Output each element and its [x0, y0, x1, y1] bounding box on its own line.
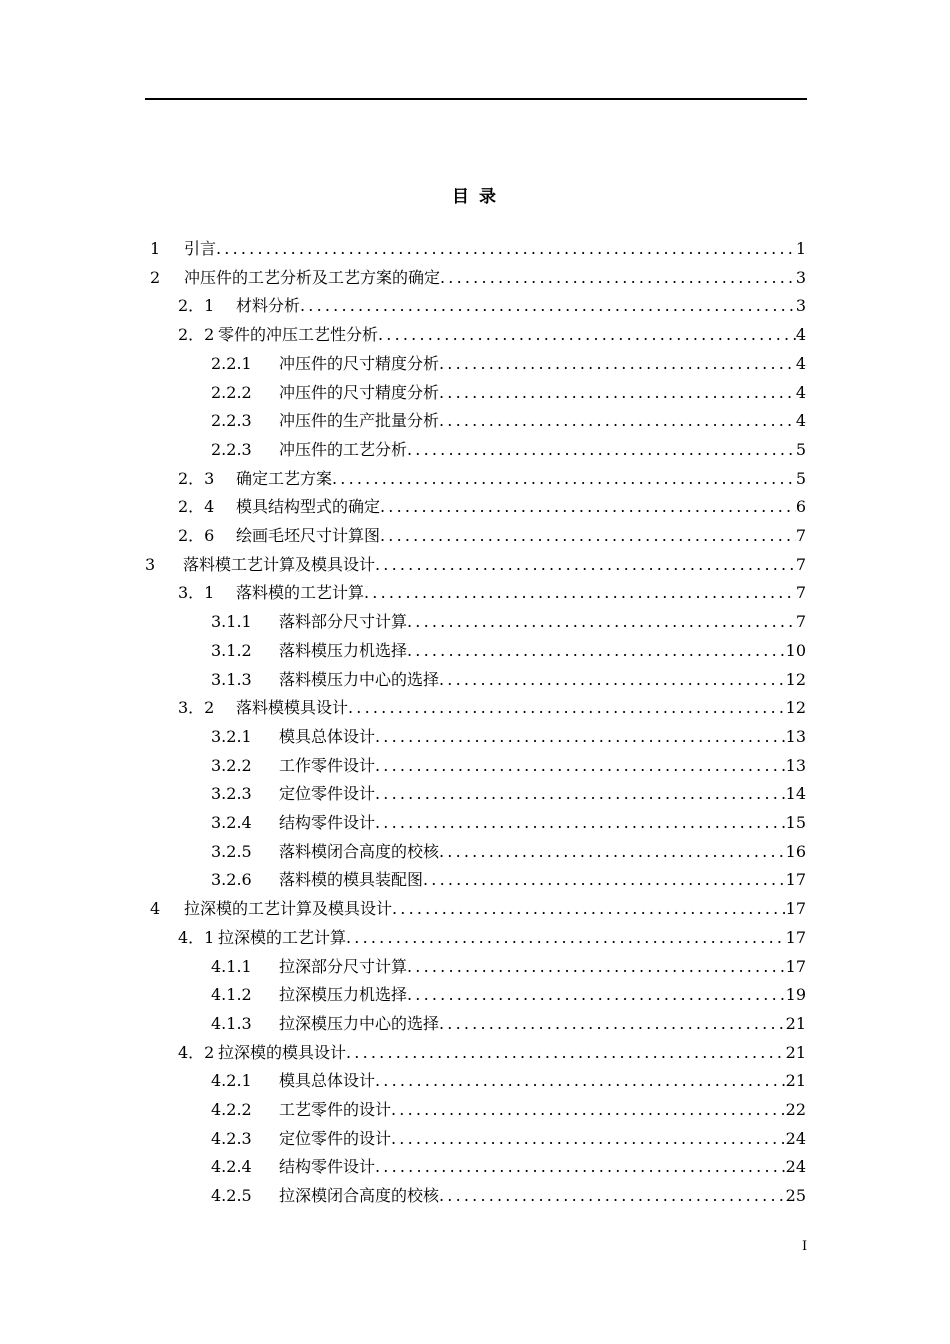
toc-entry[interactable]	[211, 666, 806, 694]
toc-entry-leader	[378, 321, 796, 349]
toc-entry-leader	[380, 493, 796, 521]
toc-entry-leader	[391, 1125, 786, 1153]
toc-entry-label: 拉深模的模具设计	[218, 1042, 347, 1062]
toc-entry-label: 拉深部分尺寸计算	[279, 956, 408, 976]
toc-entry-page: 3	[795, 296, 806, 316]
toc-entry-leader	[375, 780, 786, 808]
toc-entry-page: 17	[785, 870, 806, 890]
toc-entry[interactable]	[211, 1010, 806, 1038]
toc-entry[interactable]	[211, 1125, 806, 1153]
toc-entry-page: 14	[785, 784, 806, 804]
toc-entry-page: 15	[785, 813, 806, 832]
toc-entry-label: 拉深模压力机选择	[279, 985, 408, 1005]
toc-entry-number: 2.2.1	[211, 353, 252, 373]
toc-entry-label: 冲压件的工艺分析	[279, 439, 408, 459]
toc-entry-leader	[380, 522, 796, 550]
toc-entry[interactable]	[178, 924, 806, 952]
toc-entry-leader	[439, 1182, 786, 1210]
toc-entry-label: 确定工艺方案	[236, 468, 333, 488]
toc-entry-page: 4	[795, 411, 806, 431]
toc-entry[interactable]	[150, 895, 806, 923]
toc-entry-leader	[364, 579, 796, 607]
toc-entry[interactable]	[211, 723, 806, 751]
toc-entry-page: 7	[795, 583, 806, 603]
toc-entry[interactable]	[178, 694, 806, 722]
toc-entry[interactable]	[211, 752, 806, 780]
toc-entry-number: 3.2.3	[211, 784, 252, 804]
toc-entry-number: 2．1	[178, 296, 215, 316]
toc-entry-label: 模具总体设计	[279, 1071, 376, 1091]
toc-entry-label: 落料模压力机选择	[279, 640, 408, 660]
toc-entry-label: 冲压件的工艺分析及工艺方案的确定	[184, 267, 441, 287]
toc-entry-leader	[392, 895, 786, 923]
toc-entry-page: 24	[785, 1157, 806, 1177]
toc-entry-number: 3.2.2	[211, 755, 252, 775]
toc-entry[interactable]	[150, 235, 806, 263]
toc-entry-leader	[375, 752, 786, 780]
toc-entry-number: 3.2.5	[211, 841, 252, 861]
toc-entry-leader	[407, 637, 786, 665]
toc-entry-leader	[439, 350, 796, 378]
toc-entry-page: 22	[785, 1100, 806, 1119]
toc-entry[interactable]	[211, 1096, 806, 1124]
toc-entry-page: 13	[785, 755, 806, 775]
toc-entry-label: 拉深模压力中心的选择	[279, 1013, 440, 1033]
toc-entry[interactable]	[178, 579, 806, 607]
toc-entry-leader	[407, 436, 796, 464]
toc-entry[interactable]	[211, 1067, 806, 1095]
toc-entry-label: 零件的冲压工艺性分析	[218, 325, 379, 345]
toc-entry-leader	[407, 953, 786, 981]
toc-entry[interactable]	[211, 866, 806, 894]
toc-entry-number: 2．3	[178, 468, 215, 488]
toc-entry-page: 21	[785, 1071, 806, 1091]
toc-entry-label: 拉深模闭合高度的校核	[279, 1186, 440, 1206]
toc-entry[interactable]	[211, 838, 806, 866]
toc-entry-number: 3.1.3	[211, 669, 252, 689]
toc-entry-label: 落料模压力中心的选择	[279, 669, 440, 689]
toc-entry-leader	[439, 666, 786, 694]
toc-entry-page: 5	[795, 468, 806, 488]
toc-entry-number: 4.2.1	[211, 1071, 252, 1091]
toc-title: 目 录	[452, 187, 498, 207]
toc-entry-leader	[439, 379, 796, 407]
toc-entry[interactable]	[211, 809, 806, 837]
toc-entry-leader	[375, 551, 796, 579]
toc-entry-leader	[391, 1096, 786, 1124]
toc-entry-number: 4.1.1	[211, 956, 252, 976]
toc-entry-label: 定位零件的设计	[279, 1128, 392, 1148]
toc-entry-number: 3．1	[178, 583, 215, 603]
toc-entry[interactable]	[145, 551, 806, 579]
toc-entry-leader	[439, 838, 786, 866]
toc-entry-leader	[348, 694, 786, 722]
toc-entry-leader	[216, 235, 796, 263]
toc-entry[interactable]	[211, 350, 806, 378]
toc-entry-leader	[440, 264, 796, 292]
toc-entry[interactable]	[211, 379, 806, 407]
toc-entry[interactable]	[211, 608, 806, 636]
toc-entry-label: 模具总体设计	[279, 726, 376, 746]
toc-entry-page: 17	[785, 899, 806, 919]
toc-entry-leader	[407, 608, 796, 636]
toc-entry-number: 4.2.4	[211, 1157, 252, 1177]
toc-entry-page: 5	[795, 439, 806, 459]
toc-entry-number: 3.2.6	[211, 870, 252, 890]
toc-entry[interactable]	[211, 780, 806, 808]
toc-entry[interactable]	[211, 436, 806, 464]
toc-entry[interactable]	[178, 292, 806, 320]
toc-entry-label: 工作零件设计	[279, 755, 376, 775]
toc-entry-label: 落料模工艺计算及模具设计	[183, 554, 376, 574]
toc-entry-leader	[346, 924, 786, 952]
toc-entry-label: 工艺零件的设计	[279, 1100, 392, 1119]
toc-entry-page: 24	[785, 1128, 806, 1148]
toc-entry[interactable]	[150, 264, 806, 292]
toc-entry-page: 1	[795, 239, 806, 258]
toc-entry-label: 定位零件设计	[279, 784, 376, 804]
toc-entry-page: 4	[795, 325, 806, 345]
toc-entry-page: 10	[785, 640, 806, 660]
toc-entry-page: 25	[785, 1186, 806, 1206]
toc-entry-label: 拉深模的工艺计算	[218, 927, 347, 947]
toc-entry-number: 2.2.2	[211, 382, 252, 402]
toc-entry-leader	[407, 981, 786, 1009]
toc-entry-page: 4	[795, 382, 806, 402]
toc-entry[interactable]	[211, 953, 806, 981]
toc-entry[interactable]	[211, 981, 806, 1009]
toc-entry-page: 7	[795, 526, 806, 545]
toc-entry[interactable]	[178, 522, 806, 550]
toc-entry-leader	[375, 1153, 786, 1181]
toc-entry[interactable]	[178, 465, 806, 493]
toc-entry-label: 落料模闭合高度的校核	[279, 841, 440, 861]
toc-entry-page: 19	[785, 985, 806, 1005]
toc-entry-page: 7	[795, 554, 806, 574]
toc-entry-number: 3	[145, 554, 156, 574]
toc-entry-number: 2.2.3	[211, 439, 252, 459]
toc-entry-number: 4	[150, 899, 161, 919]
toc-entry-page: 12	[785, 698, 806, 718]
toc-entry-page: 3	[795, 267, 806, 287]
toc-entry-label: 引言	[184, 239, 217, 258]
toc-entry-label: 模具结构型式的确定	[236, 497, 381, 517]
toc-entry-number: 2．6	[178, 526, 215, 545]
toc-entry-leader	[300, 292, 796, 320]
toc-entry-number: 4.2.3	[211, 1128, 252, 1148]
toc-entry-leader	[332, 465, 796, 493]
toc-entry[interactable]	[211, 1182, 806, 1210]
toc-entry-number: 2．2	[178, 325, 215, 345]
toc-entry-label: 冲压件的尺寸精度分析	[279, 353, 440, 373]
toc-entry-label: 落料模的工艺计算	[236, 583, 365, 603]
toc-entry[interactable]	[211, 407, 806, 435]
toc-entry-label: 绘画毛坯尺寸计算图	[236, 526, 381, 545]
toc-entry-page: 7	[795, 612, 806, 632]
toc-entry[interactable]	[178, 1039, 806, 1067]
toc-entry-leader	[439, 1010, 786, 1038]
toc-entry-page: 12	[785, 669, 806, 689]
toc-entry-number: 3．2	[178, 698, 215, 718]
toc-entry-leader	[346, 1039, 786, 1067]
toc-entry-number: 4．2	[178, 1042, 215, 1062]
toc-entry-page: 4	[795, 353, 806, 373]
toc-entry-label: 冲压件的尺寸精度分析	[279, 382, 440, 402]
toc-entry-label: 落料部分尺寸计算	[279, 612, 408, 632]
toc-entry-number: 3.1.1	[211, 612, 252, 632]
toc-entry-label: 冲压件的生产批量分析	[279, 411, 440, 431]
toc-entry-number: 3.2.4	[211, 813, 252, 832]
toc-entry-number: 4.2.5	[211, 1186, 252, 1206]
toc-entry-page: 13	[785, 726, 806, 746]
toc-entry-page: 21	[785, 1013, 806, 1033]
toc-entry-leader	[375, 809, 786, 837]
toc-entry-leader	[375, 1067, 786, 1095]
toc-entry-page: 16	[785, 841, 806, 861]
toc-entry-label: 拉深模的工艺计算及模具设计	[184, 899, 393, 919]
toc-entry[interactable]	[211, 1153, 806, 1181]
toc-entry-label: 落料模的模具装配图	[279, 870, 424, 890]
toc-entry-page: 6	[795, 497, 806, 517]
toc-entry-leader	[423, 866, 786, 894]
toc-entry-number: 1	[150, 239, 161, 258]
toc-entry-number: 2.2.3	[211, 411, 252, 431]
toc-entry-label: 材料分析	[236, 296, 301, 316]
toc-entry-leader	[439, 407, 796, 435]
toc-entry-number: 2．4	[178, 497, 215, 517]
page-number: I	[802, 1239, 808, 1254]
toc-entry-page: 17	[785, 956, 806, 976]
header-rule	[145, 98, 807, 100]
toc-entry-number: 4.2.2	[211, 1100, 252, 1119]
toc-entry-label: 落料模模具设计	[236, 698, 349, 718]
toc-entry-number: 4.1.2	[211, 985, 252, 1005]
toc-entry-number: 3.1.2	[211, 640, 252, 660]
toc-entry-label: 结构零件设计	[279, 813, 376, 832]
toc-entry[interactable]	[178, 321, 806, 349]
toc-entry-number: 2	[150, 267, 161, 287]
toc-entry-number: 3.2.1	[211, 726, 252, 746]
toc-entry[interactable]	[178, 493, 806, 521]
toc-entry[interactable]	[211, 637, 806, 665]
toc-entry-leader	[375, 723, 786, 751]
toc-entry-number: 4．1	[178, 927, 215, 947]
toc-entry-number: 4.1.3	[211, 1013, 252, 1033]
toc-entry-label: 结构零件设计	[279, 1157, 376, 1177]
toc-entry-page: 17	[785, 927, 806, 947]
toc-entry-page: 21	[785, 1042, 806, 1062]
